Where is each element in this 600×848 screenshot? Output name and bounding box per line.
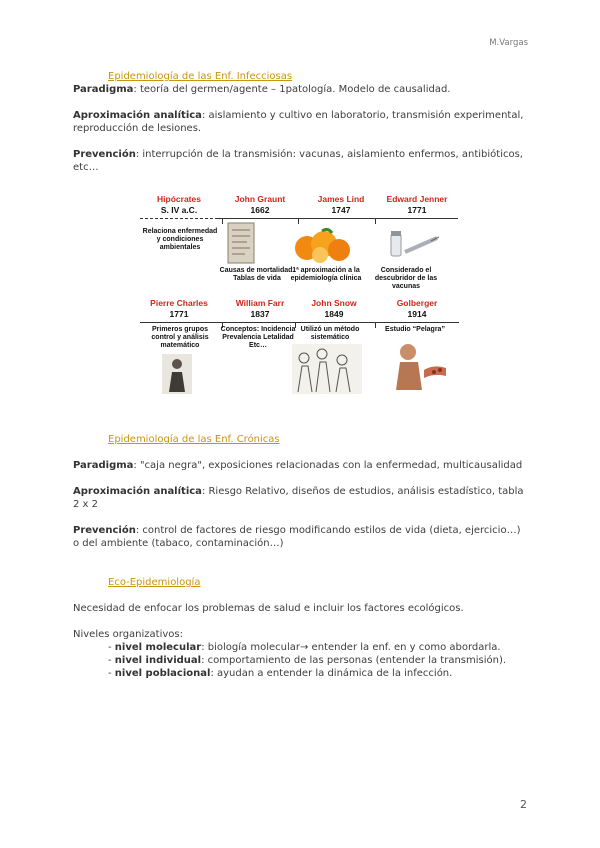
timeline-dashed-line: [140, 218, 218, 220]
aproximacion-cronicas: Aproximación analítica: Riesgo Relativo, diseños de estudios, análisis estadístico, tabla 2 x 2: [73, 486, 524, 510]
page-content-2: [73, 433, 528, 680]
list-item: - nivel poblacional: ayudan a entender la dinámica de la infección.: [108, 668, 453, 679]
timeline-desc: Causas de mortalidad. Tablas de vida: [219, 267, 295, 282]
timeline-year: 1771: [407, 205, 427, 215]
timeline-desc: Relaciona enfermedad y condiciones ambientales: [142, 228, 218, 251]
timeline-name: Hipócrates: [157, 194, 201, 204]
timeline-year: 1771: [169, 309, 189, 319]
timeline-year: 1747: [331, 205, 351, 215]
list-item: - nivel individual: comportamiento de las personas (entender la transmisión).: [108, 655, 507, 666]
section-heading-infecciosas: Epidemiología de las Enf. Infecciosas: [108, 71, 293, 82]
timeline-tick: [222, 218, 223, 224]
list-item: - nivel molecular: biología molecular→ entender la enf. en y como abordarla.: [108, 642, 501, 653]
vaccine-illustration: [385, 226, 440, 262]
timeline-name: Edward Jenner: [386, 194, 448, 204]
crowd-illustration: [292, 344, 362, 394]
eco-intro: Necesidad de enfocar los problemas de salud e incluir los factores ecológicos.: [73, 603, 464, 614]
timeline-desc: Primeros grupos control y análisis matemático: [151, 326, 209, 349]
timeline-tick: [298, 218, 299, 224]
timeline-desc: Considerado el descubridor de las vacunas: [374, 267, 438, 290]
niveles-label: Niveles organizativos:: [73, 629, 183, 640]
timeline-desc: Estudio “Pelagra”: [385, 326, 445, 333]
timeline-name: John Graunt: [234, 194, 286, 204]
timeline-name: John Snow: [311, 298, 357, 308]
timeline-line: [218, 218, 458, 219]
aproximacion-infecciosas: Aproximación analítica: aislamiento y cultivo en laboratorio, transmisión experimental, reproducción de lesiones.: [73, 110, 524, 134]
timeline-desc: Utilizó un método sistemático: [300, 326, 360, 341]
timeline-year: 1837: [250, 309, 270, 319]
timeline-line: [140, 322, 459, 323]
section-heading-eco: Eco-Epidemiología: [108, 577, 201, 588]
page-number: 2: [520, 798, 527, 811]
timeline-figure: [140, 192, 459, 396]
timeline-tick: [375, 218, 376, 224]
timeline-year: 1914: [407, 309, 427, 319]
timeline-year: 1662: [250, 205, 270, 215]
timeline-desc: Conceptos: Incidencia Prevalencia Letalidad Etc…: [220, 326, 296, 349]
paradigma-cronicas: Paradigma: "caja negra", exposiciones relacionadas con la enfermedad, multicausalidad: [73, 460, 523, 471]
pellagra-illustration: [390, 340, 450, 392]
oranges-illustration: [292, 226, 352, 264]
timeline-name: James Lind: [317, 194, 365, 204]
author-name: M.Vargas: [489, 38, 528, 48]
timeline-name: Golberger: [396, 298, 438, 308]
timeline-year: 1849: [324, 309, 344, 319]
paradigma-infecciosas: Paradigma: teoría del germen/agente – 1patología. Modelo de causalidad.: [73, 84, 451, 95]
prevencion-infecciosas: Prevención: interrupción de la transmisión: vacunas, aislamiento enfermos, antibióticos, etc…: [73, 149, 523, 173]
book-illustration: [227, 222, 255, 264]
timeline-name: Pierre Charles: [150, 298, 208, 308]
prevencion-cronicas: Prevención: control de factores de riesgo modificando estilos de vida (dieta, ejercicio…) o del ambiente (tabaco, contaminación…): [73, 525, 521, 549]
engraving-illustration: [162, 354, 192, 394]
page-content: [73, 70, 528, 174]
timeline-desc: 1ª aproximación a la epidemiología clínica: [290, 267, 362, 282]
section-heading-cronicas: Epidemiología de las Enf. Crónicas: [108, 434, 280, 445]
timeline-year: S. IV a.C.: [160, 205, 198, 215]
timeline-name: William Farr: [235, 298, 285, 308]
